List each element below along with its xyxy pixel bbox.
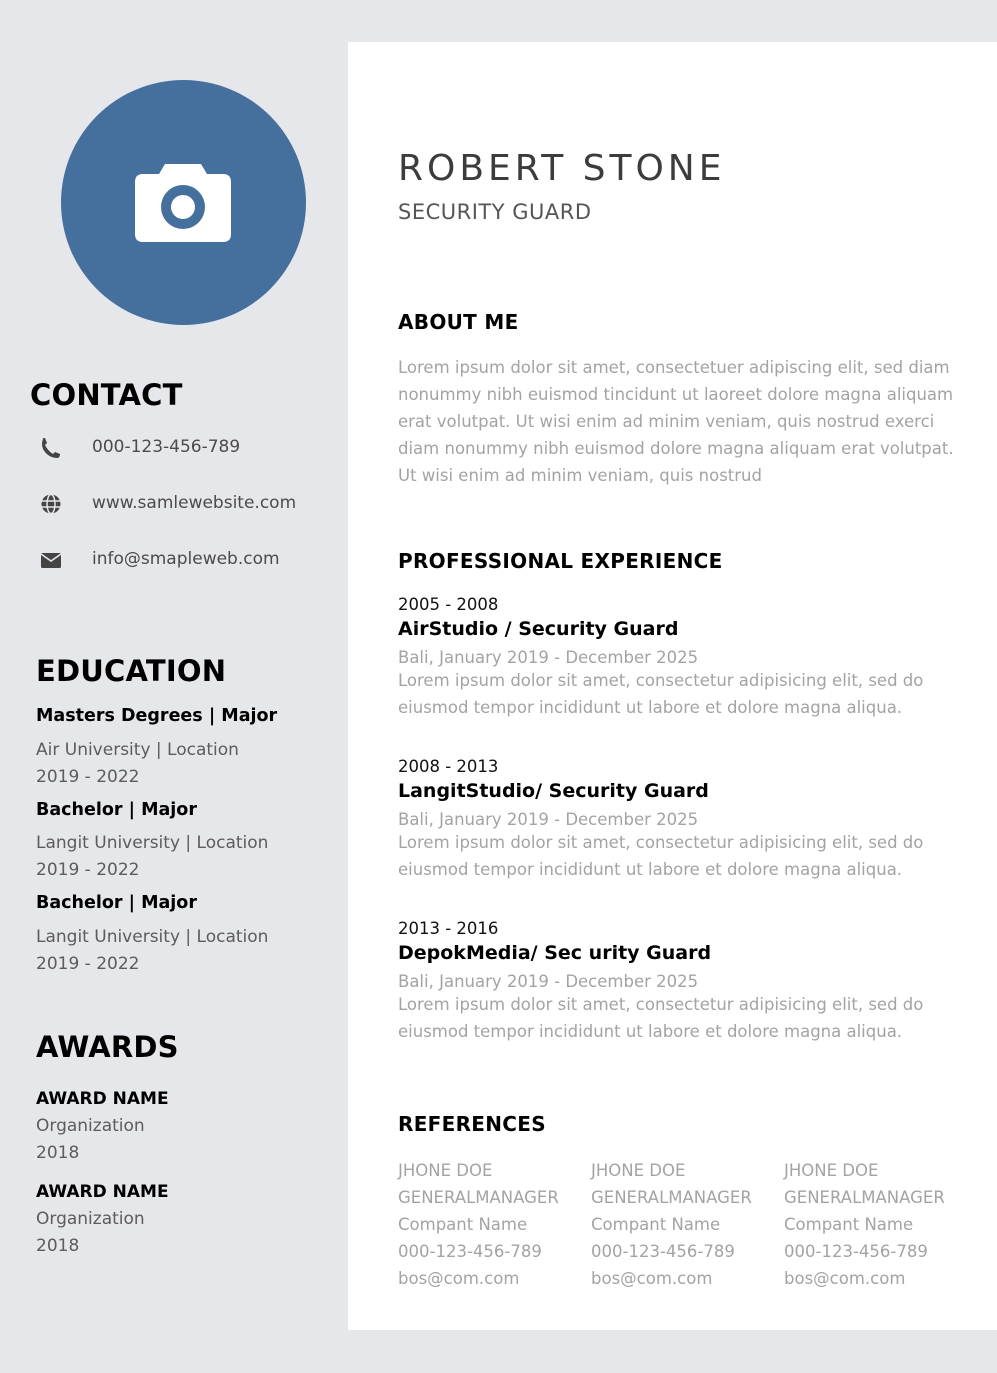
education-school: Air University | Location bbox=[36, 740, 239, 760]
education-title: Bachelor | Major bbox=[36, 893, 197, 913]
reference-position: GENERALMANAGER bbox=[591, 1188, 752, 1207]
reference-position: GENERALMANAGER bbox=[398, 1188, 559, 1207]
experience-period: Bali, January 2019 - December 2025 bbox=[398, 810, 699, 829]
reference-email[interactable]: bos@com.com bbox=[591, 1269, 713, 1288]
contact-phone-text[interactable]: 000-123-456-789 bbox=[92, 437, 241, 457]
camera-icon bbox=[135, 160, 231, 244]
contact-heading: CONTACT bbox=[30, 378, 183, 412]
reference-company: Compant Name bbox=[398, 1215, 528, 1234]
experience-years: 2008 - 2013 bbox=[398, 757, 499, 776]
reference-item bbox=[398, 1157, 588, 1292]
main-content bbox=[348, 42, 997, 1330]
reference-company: Compant Name bbox=[591, 1215, 721, 1234]
experience-title: DepokMedia/ Sec urity Guard bbox=[398, 942, 712, 964]
reference-position: GENERALMANAGER bbox=[784, 1188, 945, 1207]
award-year: 2018 bbox=[36, 1236, 80, 1256]
reference-name: JHONE DOE bbox=[591, 1161, 686, 1180]
profile-photo-placeholder[interactable] bbox=[61, 80, 306, 325]
experience-description: Lorem ipsum dolor sit amet, consectetur adipisicing elit, sed do eiusmod tempor incididunt ut labore et dolore magna aliqua. bbox=[398, 671, 924, 717]
about-text: Lorem ipsum dolor sit amet, consectetuer adipiscing elit, sed diam nonummy nibh euismod tincidunt ut laoreet dolore magna aliquam erat volutpat. Ut wisi enim ad minim veniam, quis nostrud exerci diam nonummy nibh euismod dolore magna aliquam erat volutpat. Ut wisi enim ad minim veniam, quis nostrud bbox=[398, 358, 954, 485]
reference-phone[interactable]: 000-123-456-789 bbox=[784, 1242, 928, 1261]
phone-icon bbox=[38, 437, 64, 459]
education-years: 2019 - 2022 bbox=[36, 860, 140, 880]
experience-years: 2005 - 2008 bbox=[398, 595, 499, 614]
experience-period: Bali, January 2019 - December 2025 bbox=[398, 648, 699, 667]
award-organization: Organization bbox=[36, 1116, 145, 1136]
sidebar bbox=[0, 42, 348, 1330]
envelope-icon bbox=[38, 549, 64, 571]
award-year: 2018 bbox=[36, 1143, 80, 1163]
award-organization: Organization bbox=[36, 1209, 145, 1229]
award-name: AWARD NAME bbox=[36, 1182, 169, 1202]
experience-heading: PROFESSIONAL EXPERIENCE bbox=[398, 549, 723, 573]
reference-name: JHONE DOE bbox=[784, 1161, 879, 1180]
contact-website-text[interactable]: www.samlewebsite.com bbox=[92, 493, 297, 513]
about-heading: ABOUT ME bbox=[398, 310, 519, 334]
reference-phone[interactable]: 000-123-456-789 bbox=[398, 1242, 542, 1261]
reference-phone[interactable]: 000-123-456-789 bbox=[591, 1242, 735, 1261]
reference-email[interactable]: bos@com.com bbox=[398, 1269, 520, 1288]
person-role: SECURITY GUARD bbox=[398, 200, 592, 224]
education-school: Langit University | Location bbox=[36, 927, 269, 947]
contact-email-text[interactable]: info@smapleweb.com bbox=[92, 549, 280, 569]
education-years: 2019 - 2022 bbox=[36, 767, 140, 787]
experience-title: AirStudio / Security Guard bbox=[398, 618, 679, 640]
education-school: Langit University | Location bbox=[36, 833, 269, 853]
contact-email bbox=[38, 547, 338, 575]
reference-item bbox=[784, 1157, 974, 1292]
education-title: Masters Degrees | Major bbox=[36, 706, 278, 726]
education-years: 2019 - 2022 bbox=[36, 954, 140, 974]
experience-years: 2013 - 2016 bbox=[398, 919, 499, 938]
person-name: ROBERT STONE bbox=[398, 148, 726, 189]
reference-item bbox=[591, 1157, 781, 1292]
experience-title: LangitStudio/ Security Guard bbox=[398, 780, 709, 802]
contact-website bbox=[38, 491, 338, 519]
experience-description: Lorem ipsum dolor sit amet, consectetur adipisicing elit, sed do eiusmod tempor incididunt ut labore et dolore magna aliqua. bbox=[398, 995, 924, 1041]
contact-phone bbox=[38, 435, 338, 463]
experience-period: Bali, January 2019 - December 2025 bbox=[398, 972, 699, 991]
experience-description: Lorem ipsum dolor sit amet, consectetur adipisicing elit, sed do eiusmod tempor incididunt ut labore et dolore magna aliqua. bbox=[398, 833, 924, 879]
education-heading: EDUCATION bbox=[36, 654, 227, 688]
education-title: Bachelor | Major bbox=[36, 800, 197, 820]
references-heading: REFERENCES bbox=[398, 1112, 546, 1136]
awards-heading: AWARDS bbox=[36, 1030, 179, 1064]
globe-icon bbox=[38, 493, 64, 515]
reference-name: JHONE DOE bbox=[398, 1161, 493, 1180]
award-name: AWARD NAME bbox=[36, 1089, 169, 1109]
reference-company: Compant Name bbox=[784, 1215, 914, 1234]
reference-email[interactable]: bos@com.com bbox=[784, 1269, 906, 1288]
